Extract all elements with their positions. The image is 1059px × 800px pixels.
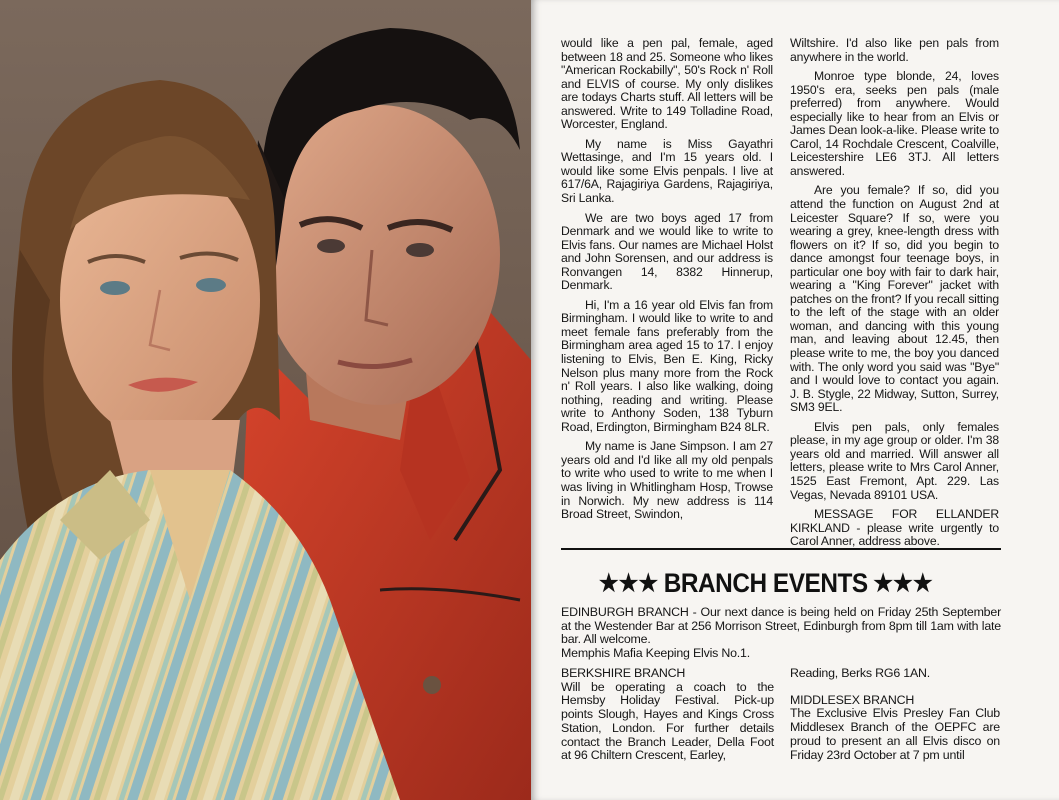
section-title: BRANCH EVENTS	[663, 567, 868, 598]
edinburgh-branch-notice: EDINBURGH BRANCH - Our next dance is being held on Friday 25th September at the Westender Bar at 256 Morrison Street, Edinburgh from 8pm till 1am with late bar. All welcome.	[561, 605, 1001, 647]
pen-pal-letter: Monroe type blonde, 24, loves 1950's era, seeks pen pals (male preferred) from anywhere. Would especially like to hear from an Elvis or James Dean look-a-like. Please write to Carol, 14 Rochdale Crescent, Coalville, Leicestershire LE6 3TJ. All letters answered.	[790, 69, 999, 178]
pen-pal-letter: MESSAGE FOR ELLANDER KIRKLAND - please write urgently to Carol Anner, address above.	[790, 507, 999, 549]
star-icon-group: ★★★	[873, 569, 933, 597]
middlesex-branch-notice: The Exclusive Elvis Presley Fan Club Middlesex Branch of the OEPFC are proud to present an all Elvis disco on Friday 23rd October at 7 pm until	[790, 706, 1000, 762]
events-column-right	[790, 667, 1000, 775]
berkshire-address-continued: Reading, Berks RG6 1AN.	[790, 666, 931, 680]
pen-pals-column-left	[561, 37, 773, 528]
text-page	[531, 0, 1059, 800]
pen-pal-letter: My name is Jane Simpson. I am 27 years old and I'd like all my old penpals to write who used to write to me when I was living in Whitlingham Hosp, Trowse in Norwich. My new address is 114 Broad Street, Swindon,	[561, 439, 773, 522]
branch-events-heading	[567, 565, 964, 601]
berkshire-branch-notice: Will be operating a coach to the Hemsby Holiday Festival. Pick-up points Slough, Hayes and Kings Cross Station, London. For further details contact the Branch Leader, Della Foot at 96 Chiltern Crescent, Earley,	[561, 679, 774, 763]
pen-pal-letter: We are two boys aged 17 from Denmark and we would like to write to Elvis fans. Our names are Michael Holst and John Sorensen, and our address is Ronvangen 14, 8382 Hinnerup, Denmark.	[561, 210, 773, 293]
pen-pal-letter: Are you female? If so, did you attend the function on August 2nd at Leicester Square? If so, were you wearing a grey, knee-length dress with flowers on it? If so, did you begin to dance amongst four teenage boys, in particular one boy with fair to dark hair, wearing a "King Forever" jacket with patches on the front? If you recall sitting to the left of the stage with an older woman, and dancing with this young man, and leaving about 12.45, then please write to me, the boy you danced with. The only word you said was "Bye" and I would love to contact you again. J. B. Stygle, 22 Midway, Sutton, Surrey, SM3 9EL.	[790, 183, 999, 415]
section-divider	[561, 548, 1001, 550]
middlesex-branch-heading: MIDDLESEX BRANCH	[790, 692, 915, 707]
events-intro	[561, 606, 1001, 661]
pen-pal-letter: Hi, I'm a 16 year old Elvis fan from Birmingham. I would like to write to and meet female fans preferably from the Birmingham area aged 15 to 17. I enjoy listening to Elvis, Ben E. King, Ricky Nelson plus many more from the Rock n' Roll years. I also like walking, doing nothing, reading and writing. Please write to Anthony Soden, 138 Tyburn Road, Erdington, Birmingham B24 8LR.	[561, 297, 773, 434]
pen-pals-column-right	[790, 37, 999, 555]
memphis-mafia-line: Memphis Mafia Keeping Elvis No.1.	[561, 646, 750, 661]
pen-pal-letter: My name is Miss Gayathri Wettasinge, and I'm 15 years old. I would like some Elvis penpals. I live at 617/6A, Rajagiriya Gardens, Rajagiriya, Sri Lanka.	[561, 136, 773, 206]
berkshire-branch-heading: BERKSHIRE BRANCH	[561, 666, 686, 680]
pen-pal-letter: would like a pen pal, female, aged between 18 and 25. Someone who likes "American Rockabilly", 50's Rock n' Roll and ELVIS of course. My only dislikes are todays Charts stuff. All letters will be answered. Write to 149 Tolladine Road, Worcester, England.	[561, 36, 773, 132]
pen-pal-letter: Wiltshire. I'd also like pen pals from anywhere in the world.	[790, 36, 999, 64]
pen-pal-letter: Elvis pen pals, only females please, in my age group or older. I'm 38 years old and married. Will answer all letters, please write to Mrs Carol Anner, 1525 East Fremont, Apt. 229. Las Vegas, Nevada 89101 USA.	[790, 419, 999, 502]
star-icon-group: ★★★	[598, 569, 659, 597]
events-column-left	[561, 667, 774, 776]
